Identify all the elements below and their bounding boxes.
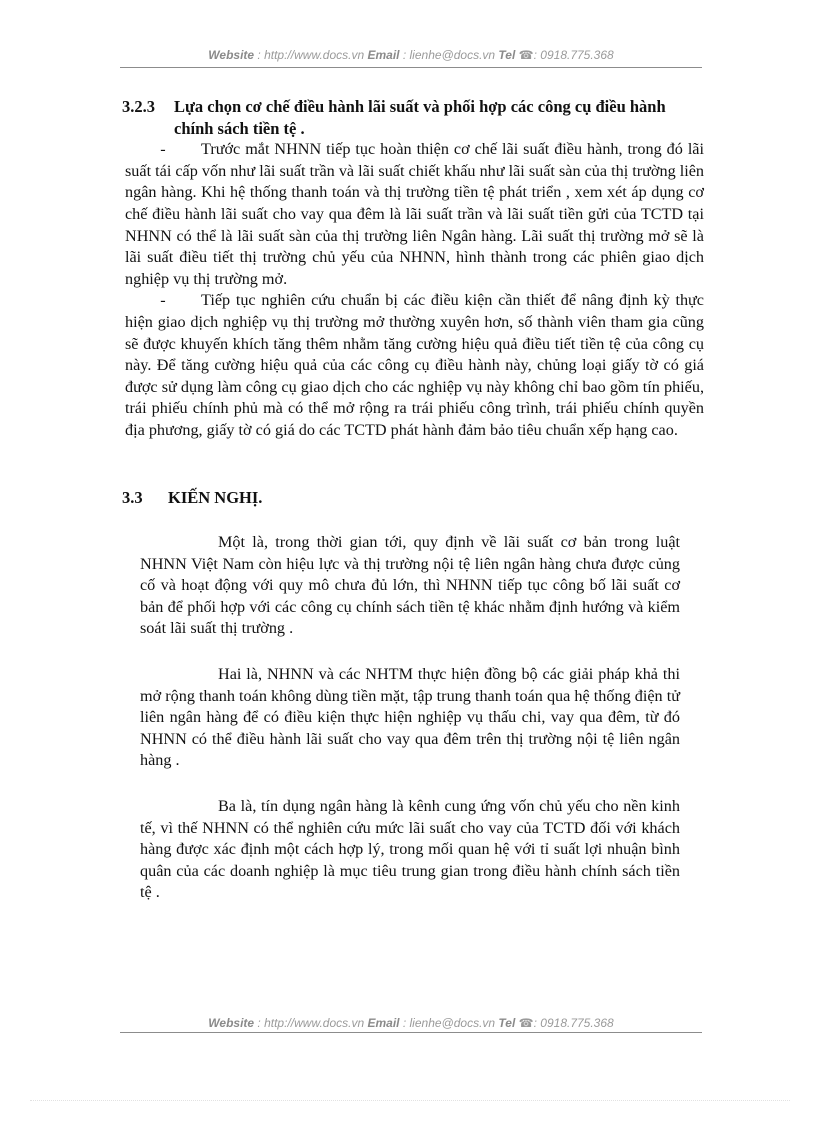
section-number: 3.2.3 (122, 97, 155, 116)
section-number: 3.3 (122, 487, 143, 507)
page-footer (120, 1016, 702, 1030)
bullet-text: Trước mắt NHNN tiếp tục hoàn thiện cơ chế lãi suất điều hành, trong đó lãi suất tái cấp vốn như lãi suất trần và lãi suất chiết khấu như lãi suất sàn của thị trường liên ngân hàng. Khi hệ thống thanh toán và thị trường tiền tệ phát triển , xem xét áp dụng cơ chế điều hành lãi suất cho vay qua đêm là lãi suất trần và lãi suất tiền gửi của TCTD tại NHNN có thể là lãi suất sàn của thị trường liên Ngân hàng. Lãi suất thị trường mở sẽ là lãi suất điều tiết thị trường chủ yếu của NHNN, hình thành trong các phiên giao dịch nghiệp vụ thị trường mở. (125, 140, 704, 288)
section-title: Lựa chọn cơ chế điều hành lãi suất và phối hợp các công cụ điều hành chính sách tiền tệ . (174, 97, 666, 138)
page-header (120, 48, 702, 62)
recommendation-paragraph-3 (140, 796, 680, 904)
bullet-text: Tiếp tục nghiên cứu chuẩn bị các điều kiện cần thiết để nâng định kỳ thực hiện giao dịch nghiệp vụ thị trường mở thường xuyên hơn, số thành viên tham gia cũng sẽ được khuyến khích tăng thêm nhằm tăng cường hiệu quả điều tiết tiền tệ của công cụ này. Để tăng cường hiệu quả của các công cụ điều hành này, chủng loại giấy tờ có giá được sử dụng làm công cụ giao dịch cho các nghiệp vụ này không chỉ bao gồm tín phiếu, trái phiếu chính phủ mà có thể mở rộng ra trái phiếu công trình, trái phiếu chính quyền địa phương, giấy tờ có giá do các TCTD phát hành đảm bảo tiêu chuẩn xếp hạng cao. (125, 291, 704, 439)
bullet-paragraph-1 (125, 139, 704, 290)
bullet-dash: - (160, 291, 166, 310)
document-body (122, 96, 704, 904)
bullet-paragraph-2 (125, 290, 704, 441)
tel-value: : 0918.775.368 (533, 48, 614, 62)
email-value[interactable]: : lienhe@docs.vn (402, 1016, 496, 1030)
header-rule (120, 67, 702, 68)
tel-value: : 0918.775.368 (533, 1016, 614, 1030)
phone-icon: ☎ (518, 1016, 534, 1030)
recommendation-paragraph-2 (140, 664, 680, 772)
paragraph-text: Ba là, tín dụng ngân hàng là kênh cung ứng vốn chủ yếu cho nền kinh tế, vì thế NHNN có thể nghiên cứu mức lãi suất cho vay của TCTD đối với khách hàng được xác định một cách hợp lý, trong mối quan hệ với tỉ suất lợi nhuận bình quân của các doanh nghiệp là mục tiêu trung gian trong điều hành chính sách tiền tệ . (140, 797, 680, 902)
website-label: Website (208, 48, 255, 62)
website-url[interactable]: : http://www.docs.vn (257, 48, 365, 62)
bullet-dash: - (160, 140, 166, 159)
section-heading-323 (122, 96, 704, 139)
paragraph-text: Một là, trong thời gian tới, quy định về lãi suất cơ bản trong luật NHNN Việt Nam còn hiệu lực và thị trường nội tệ liên ngân hàng chưa được củng cố và hoạt động với quy mô chưa đủ lớn, thì NHNN tiếp tục công bố lãi suất cơ bản để phối hợp với các công cụ chính sách tiền tệ khác nhằm định hướng và kiểm soát lãi suất thị trường . (140, 533, 680, 638)
section-heading-33 (122, 487, 704, 509)
footer-rule (120, 1032, 702, 1033)
website-label: Website (208, 1016, 255, 1030)
email-label: Email (367, 1016, 400, 1030)
page-edge (30, 1100, 790, 1101)
email-label: Email (367, 48, 400, 62)
tel-label: Tel (498, 48, 516, 62)
phone-icon: ☎ (518, 48, 534, 62)
email-value[interactable]: : lienhe@docs.vn (402, 48, 496, 62)
section-title: KIẾN NGHỊ. (168, 487, 263, 507)
website-url[interactable]: : http://www.docs.vn (257, 1016, 365, 1030)
paragraph-text: Hai là, NHNN và các NHTM thực hiện đồng bộ các giải pháp khả thi mở rộng thanh toán không dùng tiền mặt, tập trung thanh toán qua hệ thống điện tử liên ngân hàng để có điều kiện thực hiện nghiệp vụ thấu chi, vay qua đêm, từ đó NHNN có thể điều hành lãi suất cho vay qua đêm trên thị trường nội tệ liên ngân hàng . (140, 665, 680, 770)
recommendation-paragraph-1 (140, 532, 680, 640)
tel-label: Tel (498, 1016, 516, 1030)
